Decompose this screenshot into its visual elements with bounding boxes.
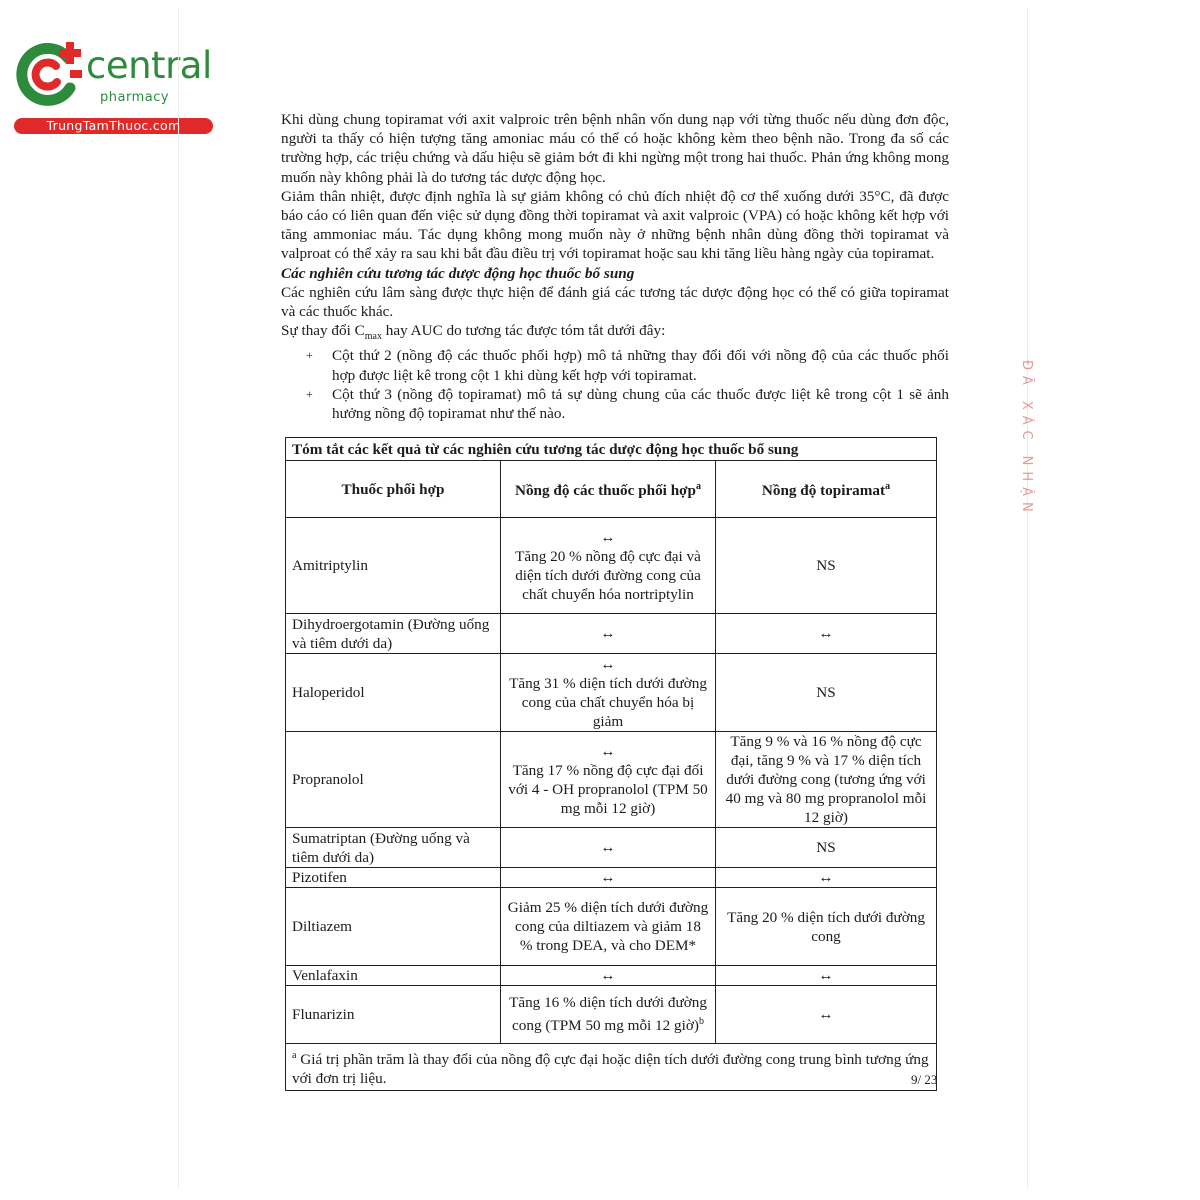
cell-topiramate-effect: ↔ xyxy=(716,986,937,1044)
bullet-mark: + xyxy=(306,348,313,363)
table-header-row xyxy=(286,461,937,518)
cell-co-drug-effect: ↔ xyxy=(501,828,716,868)
cell-co-drug-effect: ↔ Tăng 17 % nồng độ cực đại đối với 4 - OH propranolol (TPM 50 mg mỗi 12 giờ) xyxy=(501,732,716,828)
header-drug: Thuốc phối hợp xyxy=(286,461,501,518)
cell-drug: Venlafaxin xyxy=(286,966,501,986)
cell-co-drug-effect: ↔ Tăng 31 % diện tích dưới đường cong của chất chuyển hóa bị giảm xyxy=(501,654,716,732)
table-row xyxy=(286,888,937,966)
bullet-list xyxy=(281,346,949,423)
cell-topiramate-effect: NS xyxy=(716,654,937,732)
cell-topiramate-effect: NS xyxy=(716,518,937,614)
table-row xyxy=(286,828,937,868)
summary-line: Sự thay đổi $C_{max}$ hay AUC do tương tác được tóm tắt dưới đây: xyxy=(281,322,666,343)
logo-name: central xyxy=(86,44,212,87)
section-heading: Các nghiên cứu tương tác dược động học thuốc bổ sung xyxy=(281,264,635,282)
cell-drug: Amitriptylin xyxy=(286,518,501,614)
cell-drug: Dihydroergotamin (Đường uống và tiêm dưới da) xyxy=(286,614,501,654)
cell-topiramate-effect: Tăng 9 % và 16 % nồng độ cực đại, tăng 9 % và 17 % diện tích dưới đường cong (tương ứng với 40 mg và 80 mg propranolol mỗi 12 giờ) xyxy=(716,732,937,828)
table-row xyxy=(286,986,937,1044)
cell-co-drug-effect: Giảm 25 % diện tích dưới đường cong của diltiazem và giảm 18 % trong DEA, và cho DEM* xyxy=(501,888,716,966)
cell-drug: Pizotifen xyxy=(286,868,501,888)
cell-co-drug-effect: ↔ xyxy=(501,966,716,986)
cell-topiramate-effect: ↔ xyxy=(716,966,937,986)
logo-mark-icon xyxy=(10,36,86,112)
logo-website-banner: TrungTamThuoc.com xyxy=(14,118,213,134)
red-stamp-mark: ĐÃ XÁC NHẬN xyxy=(1019,360,1034,518)
bullet-item: + Cột thứ 3 (nồng độ topiramat) mô tả sự dùng chung của các thuốc được liệt kê trong cột 1 sẽ ảnh hưởng nồng độ topiramat như thế nào. xyxy=(306,385,949,423)
logo-subtitle: pharmacy xyxy=(100,90,170,105)
cell-drug: Haloperidol xyxy=(286,654,501,732)
bullet-item: + Cột thứ 2 (nồng độ các thuốc phối hợp) mô tả những thay đổi đối với nồng độ của các thuốc phối hợp được liệt kê trong cột 1 khi dùng kết hợp với topiramat. xyxy=(306,347,949,384)
table-footnote-row xyxy=(286,1044,937,1091)
table-row xyxy=(286,614,937,654)
cell-drug: Sumatriptan (Đường uống và tiêm dưới da) xyxy=(286,828,501,868)
section-intro: Các nghiên cứu lâm sàng được thực hiện để đánh giá các tương tác dược động học có thể có giữa topiramat và các thuốc khác. xyxy=(281,283,949,321)
cell-drug: Propranolol xyxy=(286,732,501,828)
cell-co-drug-effect: Tăng 16 % diện tích dưới đường cong (TPM 50 mg mỗi 12 giờ)$^b$ xyxy=(501,986,716,1044)
table-row xyxy=(286,966,937,986)
cell-topiramate-effect: ↔ xyxy=(716,614,937,654)
table-row xyxy=(286,732,937,828)
table-row xyxy=(286,654,937,732)
cell-co-drug-effect: ↔ Tăng 20 % nồng độ cực đại và diện tích dưới đường cong của chất chuyển hóa nortriptylin xyxy=(501,518,716,614)
cell-drug: Flunarizin xyxy=(286,986,501,1044)
cell-topiramate-effect: Tăng 20 % diện tích dưới đường cong xyxy=(716,888,937,966)
header-topiramate-concentration: Nồng độ topiramat$^a$ xyxy=(716,461,937,518)
page-number: 9/ 23 xyxy=(911,1072,938,1087)
table-row xyxy=(286,868,937,888)
table-title: Tóm tắt các kết quả từ các nghiên cứu tương tác dược động học thuốc bổ sung xyxy=(286,438,937,461)
table-row xyxy=(286,518,937,614)
paragraph-valproic: Khi dùng chung topiramat với axit valproic trên bệnh nhân vốn dung nạp với từng thuốc nếu dùng đơn độc, người ta thấy có hiện tượng tăng amoniac máu có thể có hoặc không kèm theo bệnh não. Trong đa số các trường hợp, các triệu chứng và dấu hiệu sẽ giảm bớt đi khi ngừng một trong hai thuốc. Phản ứng không mong muốn này không phải là do tương tác dược động học. xyxy=(281,111,949,186)
cell-co-drug-effect: ↔ xyxy=(501,614,716,654)
bullet-mark: + xyxy=(306,386,313,401)
cell-drug: Diltiazem xyxy=(286,888,501,966)
paragraph-hypothermia: Giảm thân nhiệt, được định nghĩa là sự giảm không có chủ đích nhiệt độ cơ thể xuống dưới 35°C, đã được báo cáo có liên quan đến việc sử dụng đồng thời topiramat và axit valproic (VPA) có hoặc không kết hợp với tăng ammoniac máu. Tác dụng không mong muốn này ở những bệnh nhân dùng đồng thời topiramat và valproat có thể xảy ra sau khi bắt đầu điều trị với topiramat hoặc sau khi tăng liều hàng ngày của topiramat. xyxy=(281,187,949,263)
cell-topiramate-effect: NS xyxy=(716,828,937,868)
cell-topiramate-effect: ↔ xyxy=(716,868,937,888)
cell-co-drug-effect: ↔ xyxy=(501,868,716,888)
interaction-table xyxy=(285,437,937,1091)
table-footnote: $^a$ Giá trị phần trăm là thay đổi của nồng độ cực đại hoặc diện tích dưới đường cong trung bình tương ứng với đơn trị liệu. xyxy=(286,1044,937,1091)
document-body xyxy=(281,110,949,423)
header-co-drug-concentration: Nồng độ các thuốc phối hợp$^a$ xyxy=(501,461,716,518)
